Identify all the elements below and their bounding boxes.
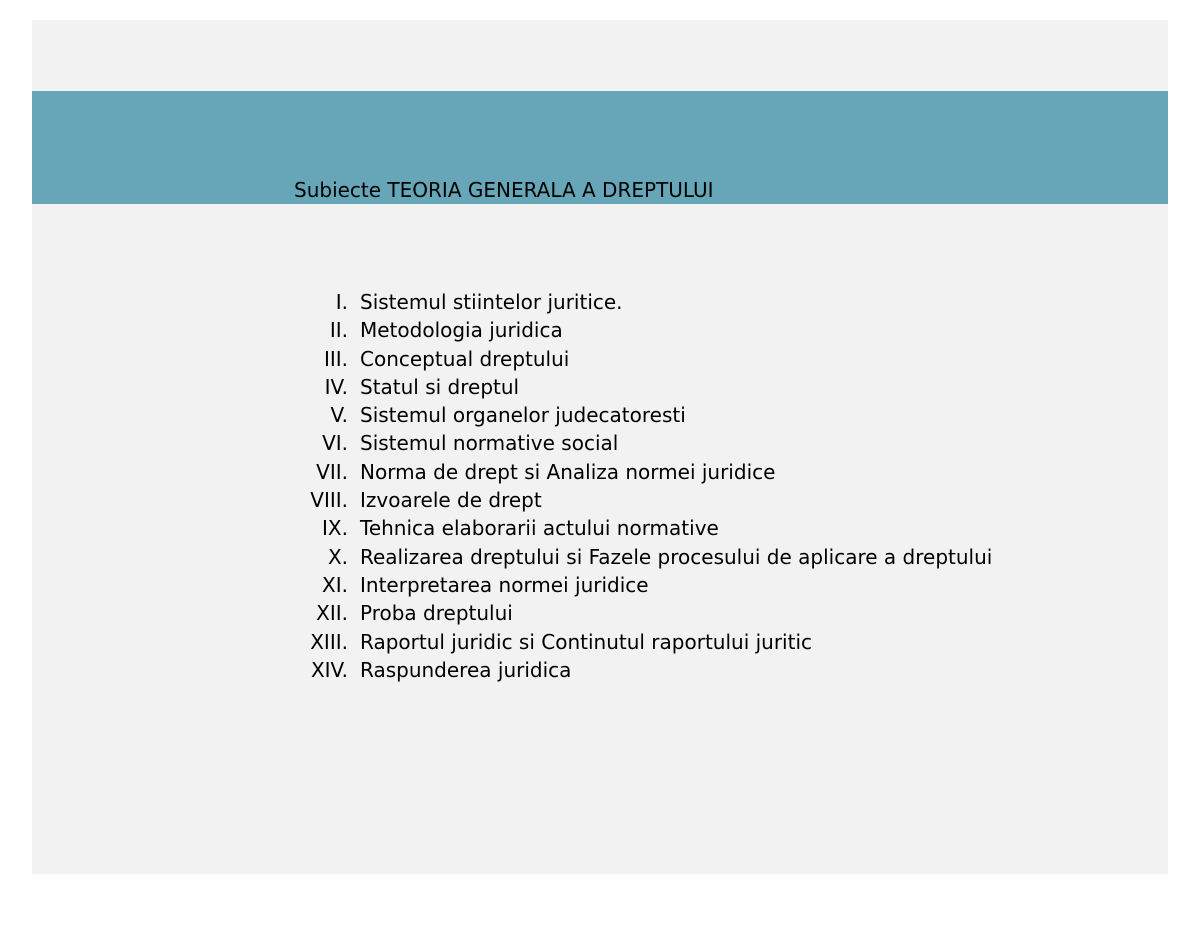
topic-text: Raportul juridic si Continutul raportului juritic [360,629,813,654]
topic-list [282,288,992,684]
topic-text: Sistemul normative social [360,431,619,456]
topic-item [282,373,992,401]
topic-item [282,429,992,457]
topic-item [282,543,992,571]
topic-text: Conceptual dreptului [360,346,570,371]
topic-text: Norma de drept si Analiza normei juridice [360,459,776,484]
topic-numeral: I. [335,290,348,314]
topic-item [282,656,992,684]
topic-numeral: V. [330,403,348,428]
topic-text: Raspunderea juridica [360,657,572,682]
topic-item [282,628,992,656]
slide [32,20,1168,874]
topic-item [282,288,992,316]
topic-numeral: VI. [322,431,348,456]
topic-item [282,458,992,486]
topic-text: Izvoarele de drept [360,488,542,513]
topic-item [282,401,992,429]
topic-text: Tehnica elaborarii actului normative [360,516,719,541]
topic-text: Proba dreptului [360,601,513,626]
slide-title: Subiecte TEORIA GENERALA A DREPTULUI [294,178,714,202]
topic-numeral: XI. [322,572,348,597]
topic-text: Sistemul stiintelor juritice. [360,290,623,314]
topic-numeral: X. [327,544,348,569]
topic-item [282,514,992,542]
topic-text: Sistemul organelor judecatoresti [360,403,686,428]
topic-item [282,345,992,373]
topic-numeral: VIII. [310,488,348,513]
topic-numeral: XII. [316,601,348,626]
topic-item [282,486,992,514]
topic-item [282,316,992,344]
topic-text: Interpretarea normei juridice [360,572,649,597]
topic-numeral: II. [329,318,348,343]
topic-text: Realizarea dreptului si Fazele procesului de aplicare a dreptului [360,544,993,569]
topic-numeral: III. [323,346,348,371]
topic-numeral: IV. [324,374,348,399]
topic-text: Statul si dreptul [360,374,520,399]
topic-item [282,599,992,627]
topic-item [282,571,992,599]
topic-text: Metodologia juridica [360,318,563,343]
topic-numeral: XIV. [310,657,348,682]
topic-numeral: XIII. [310,629,348,654]
topic-numeral: VII. [316,459,348,484]
topic-numeral: IX. [322,516,348,541]
